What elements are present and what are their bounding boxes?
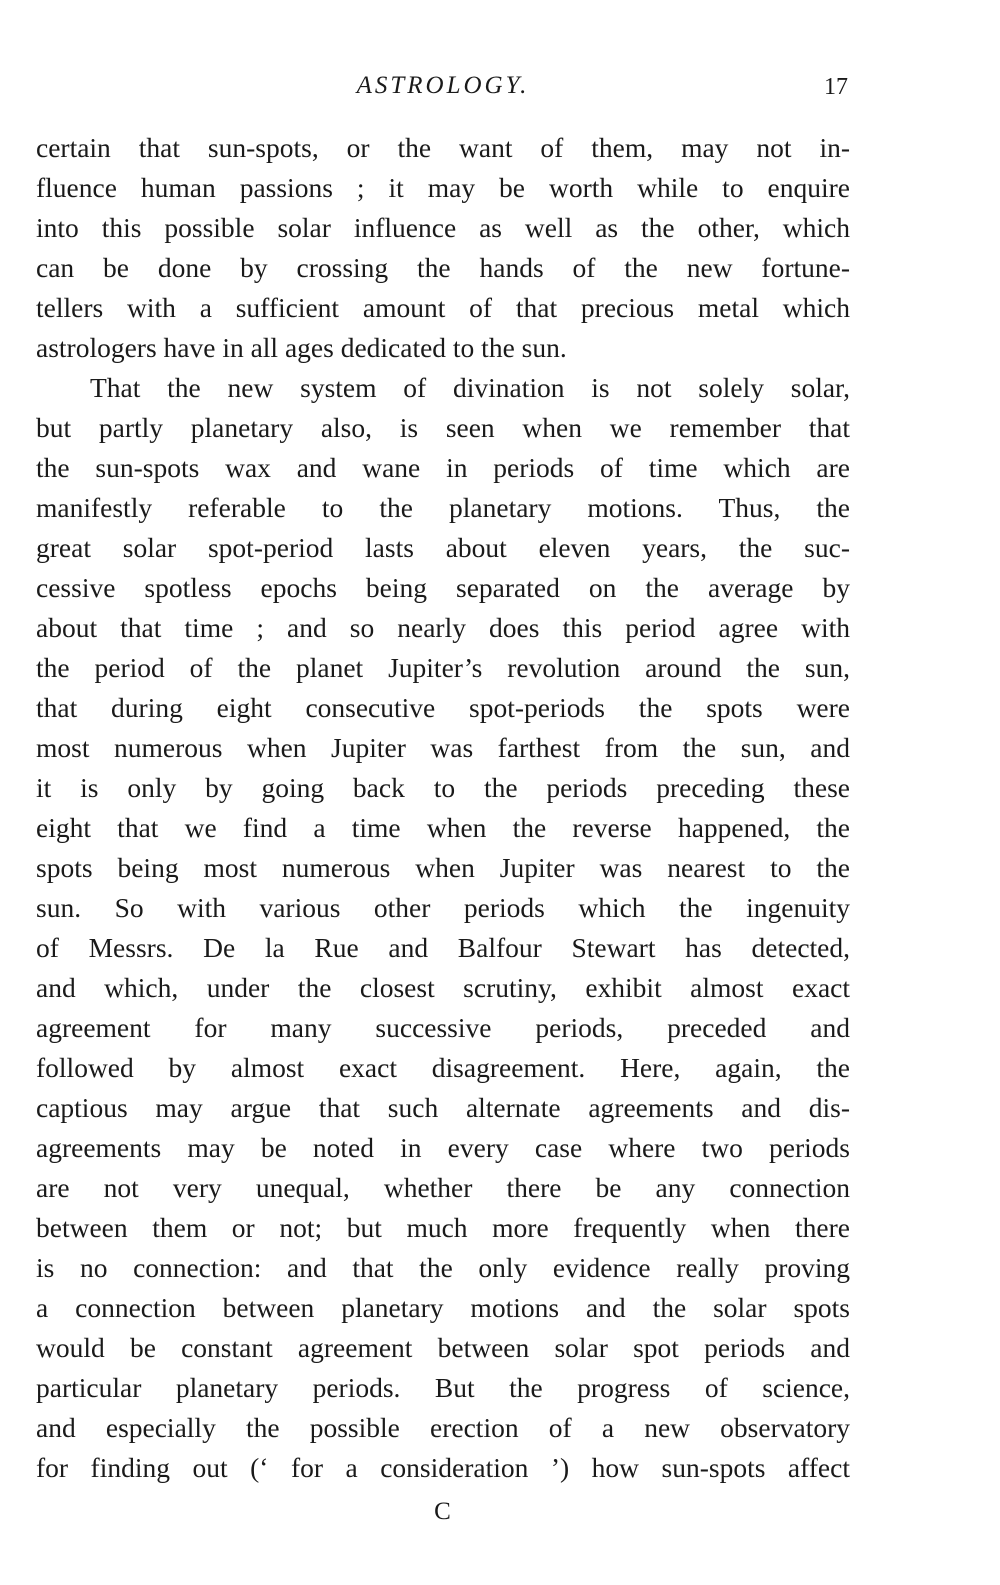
text-line: can be done by crossing the hands of the new fortune-	[36, 252, 850, 283]
text-line: and especially the possible erection of a new observatory	[36, 1412, 850, 1443]
text-line: certain that sun-spots, or the want of them, may not in-	[36, 132, 850, 163]
text-line: fluence human passions ; it may be worth while to enquire	[36, 172, 850, 203]
text-line: agreements may be noted in every case where two periods	[36, 1132, 850, 1163]
signature-mark: C	[434, 1498, 452, 1525]
page-number: 17	[824, 74, 848, 100]
text-line: into this possible solar influence as well as the other, which	[36, 212, 850, 243]
text-line: the period of the planet Jupiter’s revolution around the sun,	[36, 652, 850, 683]
body-text	[36, 128, 850, 1488]
text-line: agreement for many successive periods, preceded and	[36, 1012, 850, 1043]
text-line: the sun-spots wax and wane in periods of time which are	[36, 452, 850, 483]
text-line: spots being most numerous when Jupiter was nearest to the	[36, 852, 850, 883]
text-line: are not very unequal, whether there be any connection	[36, 1172, 850, 1203]
text-line: is no connection: and that the only evidence really proving	[36, 1252, 850, 1283]
text-line: but partly planetary also, is seen when we remember that	[36, 412, 850, 443]
text-line: that during eight consecutive spot-periods the spots were	[36, 692, 850, 723]
text-line: sun. So with various other periods which the ingenuity	[36, 892, 850, 923]
text-line: particular planetary periods. But the progress of science,	[36, 1372, 850, 1403]
text-line: eight that we find a time when the reverse happened, the	[36, 812, 850, 843]
running-title: ASTROLOGY.	[356, 72, 530, 99]
text-line: cessive spotless epochs being separated on the average by	[36, 572, 850, 603]
paragraph-start-line: That the new system of divination is not solely solar,	[90, 372, 850, 403]
paragraph-end-line: astrologers have in all ages dedicated to the sun.	[36, 332, 567, 363]
text-line: it is only by going back to the periods preceding these	[36, 772, 850, 803]
text-line: tellers with a sufficient amount of that precious metal which	[36, 292, 850, 323]
text-line: would be constant agreement between solar spot periods and	[36, 1332, 850, 1363]
running-head	[36, 72, 850, 108]
text-line: between them or not; but much more frequently when there	[36, 1212, 850, 1243]
text-line: for finding out (‘ for a consideration ’) how sun-spots affect	[36, 1452, 850, 1483]
text-line: most numerous when Jupiter was farthest from the sun, and	[36, 732, 850, 763]
text-line: a connection between planetary motions and the solar spots	[36, 1292, 850, 1323]
text-line: about that time ; and so nearly does this period agree with	[36, 612, 850, 643]
text-line: manifestly referable to the planetary motions. Thus, the	[36, 492, 850, 523]
text-line: captious may argue that such alternate agreements and dis-	[36, 1092, 850, 1123]
text-line: followed by almost exact disagreement. Here, again, the	[36, 1052, 850, 1083]
text-line: of Messrs. De la Rue and Balfour Stewart has detected,	[36, 932, 850, 963]
text-line: great solar spot-period lasts about eleven years, the suc-	[36, 532, 850, 563]
text-line: and which, under the closest scrutiny, exhibit almost exact	[36, 972, 850, 1003]
